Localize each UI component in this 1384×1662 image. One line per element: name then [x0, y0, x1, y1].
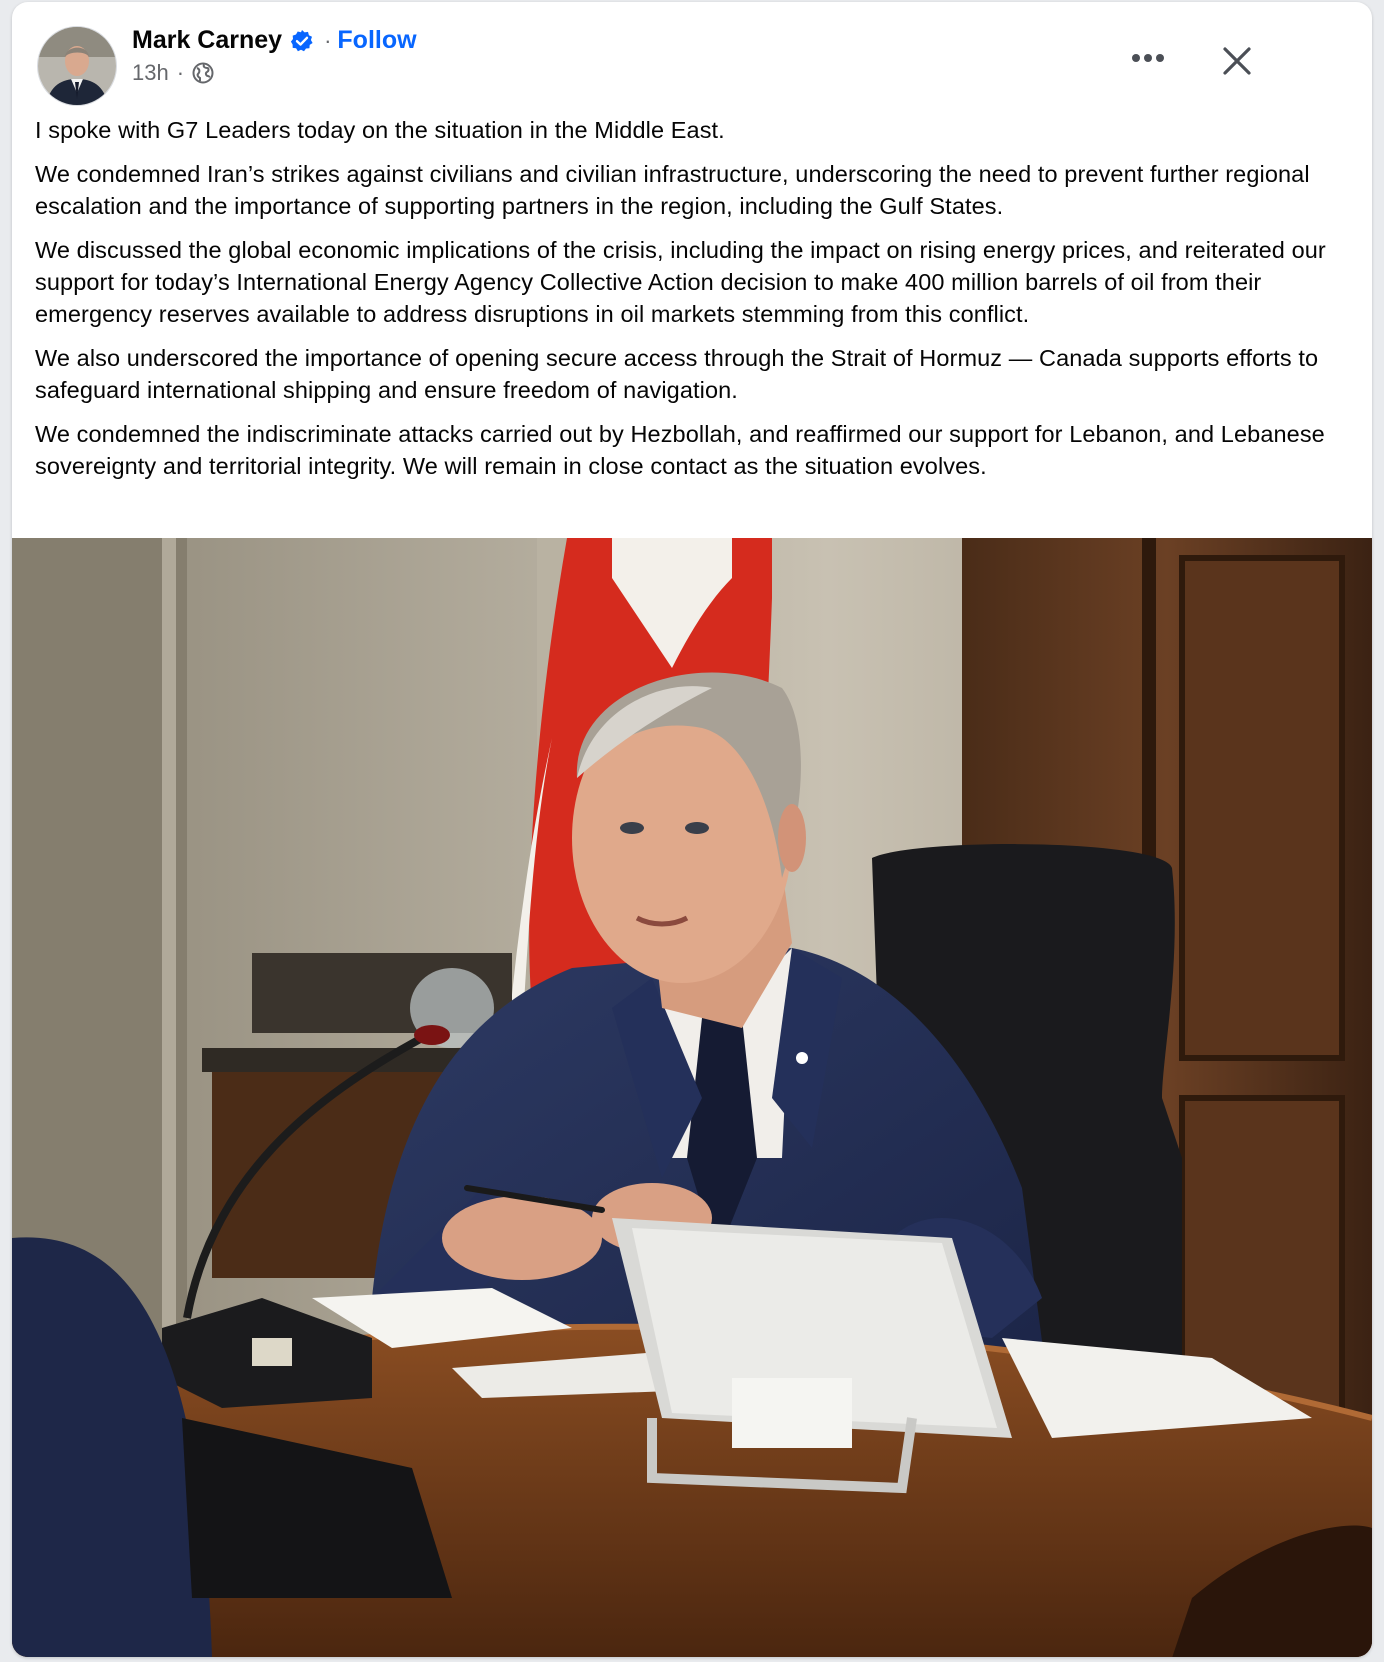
separator-dot: · — [176, 60, 185, 85]
post-message — [35, 114, 1355, 494]
follow-button[interactable]: Follow — [337, 26, 417, 54]
post-card — [12, 2, 1372, 1657]
close-icon — [1222, 46, 1252, 76]
more-options-icon — [1131, 53, 1165, 63]
post-paragraph: We condemned the indiscriminate attacks carried out by Hezbollah, and reaffirmed our support for Lebanon, and Lebanese sovereignty and territorial integrity. We will remain in close contact as the situation evolves. — [35, 421, 1325, 479]
post-photo-image — [12, 538, 1372, 1657]
avatar-image — [38, 27, 116, 105]
separator-dot: · — [324, 27, 332, 53]
post-paragraph: I spoke with G7 Leaders today on the situation in the Middle East. — [35, 117, 725, 143]
more-options-button[interactable] — [1122, 38, 1174, 78]
post-timestamp[interactable]: 13h — [132, 60, 169, 85]
author-row — [132, 26, 417, 55]
verified-badge-icon — [290, 29, 314, 53]
post-header — [12, 2, 1372, 112]
author-name[interactable]: Mark Carney — [132, 26, 283, 54]
author-avatar[interactable] — [37, 26, 117, 106]
close-button[interactable] — [1212, 36, 1262, 86]
post-paragraph: We discussed the global economic implications of the crisis, including the impact on rising energy prices, and reiterated our support for today’s International Energy Agency Collective Action decision to make 400 million barrels of oil from their emergency reserves available to address disruptions in oil markets stemming from this conflict. — [35, 237, 1326, 327]
post-paragraph: We also underscored the importance of opening secure access through the Strait of Hormuz — Canada supports efforts to safeguard international shipping and ensure freedom of navigation. — [35, 345, 1319, 403]
post-paragraph: We condemned Iran’s strikes against civilians and civilian infrastructure, underscoring the need to prevent further regional escalation and the importance of supporting partners in the region, including the Gulf States. — [35, 161, 1310, 219]
globe-icon[interactable] — [192, 62, 214, 84]
post-meta — [132, 60, 214, 86]
post-photo[interactable] — [12, 538, 1372, 1657]
